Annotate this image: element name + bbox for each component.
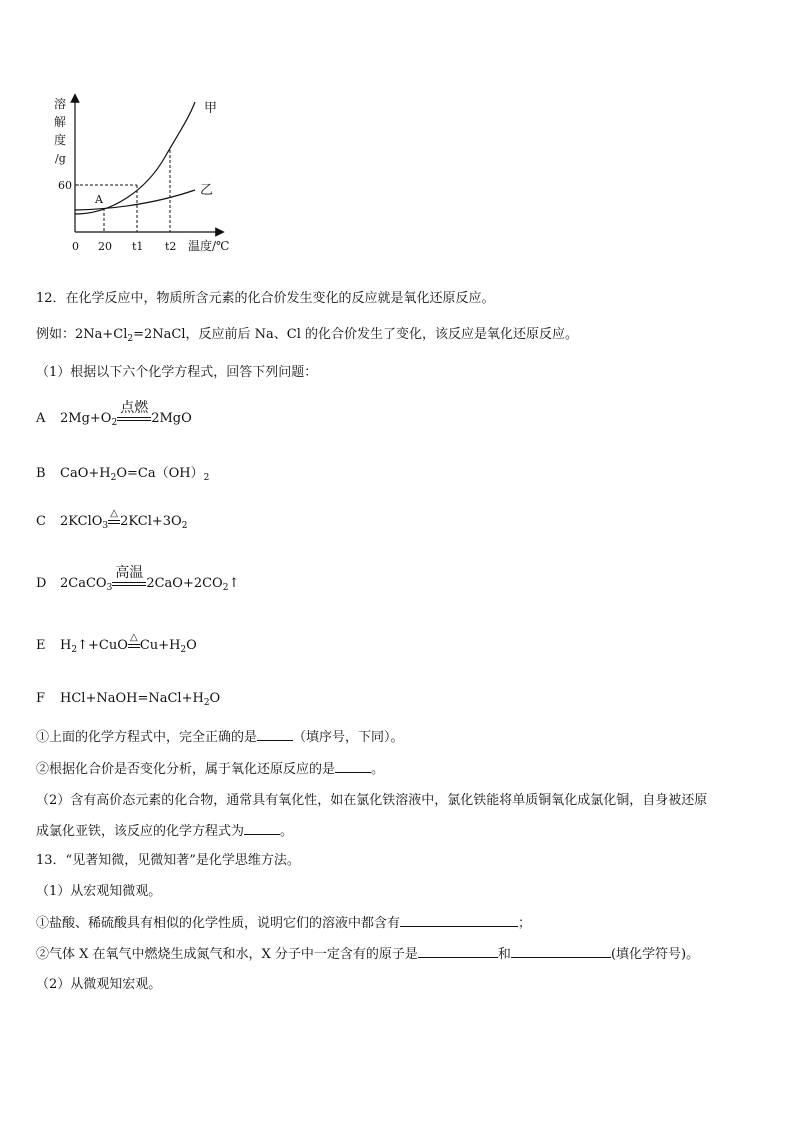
sub2-suffix: (填化学符号)。 (610, 947, 700, 962)
reaction-condition (108, 508, 120, 529)
eq-text: Cu+H (139, 638, 181, 653)
equation-letter: C (36, 514, 46, 529)
answer-blank[interactable] (418, 945, 498, 958)
q13-sub1 (36, 914, 531, 933)
answer-blank[interactable] (511, 945, 611, 958)
equation-letter: F (36, 691, 46, 706)
eq-sub: 2 (222, 583, 229, 593)
eq-text: HCl+NaOH=NaCl+H (60, 691, 204, 706)
equation-d (36, 565, 240, 593)
ylabel-char-1: 溶 (54, 97, 67, 111)
answer-blank[interactable] (400, 914, 518, 927)
q12-part1: （1）根据以下六个化学方程式，回答下列问题： (36, 365, 318, 380)
q12-example (36, 326, 578, 344)
eq-sub: 2 (71, 645, 78, 655)
equation-letter: B (36, 466, 46, 481)
sub2-suffix: 。 (371, 762, 385, 777)
example-pre: 例如：2Na+Cl (36, 327, 128, 342)
reaction-condition (117, 400, 151, 426)
eq-text: 2Mg+O (60, 411, 112, 426)
part2-suffix: 。 (280, 824, 294, 839)
eq-sub: 2 (203, 473, 210, 483)
example-sub: 2 (127, 334, 134, 344)
q12-part2-line2 (36, 822, 293, 841)
equation-e (36, 632, 197, 655)
eq-text: +CuO (87, 638, 128, 653)
equation-f (36, 691, 220, 706)
sub1-suffix: （填序号，下同）。 (293, 730, 404, 745)
q12-sub2 (36, 760, 384, 779)
q13-title: 13．“见著知微，见微知著”是化学思维方法。 (36, 853, 300, 868)
eq-text: 2KClO (60, 514, 103, 529)
answer-blank[interactable] (257, 728, 293, 741)
eq-sub: 3 (102, 521, 109, 531)
q13-part1: （1）从宏观知微观。 (36, 884, 162, 899)
xtick-t1: t1 (132, 240, 144, 253)
ylabel-char-3: 度 (54, 133, 67, 147)
xtick-0: 0 (72, 240, 79, 253)
eq-sub: 2 (180, 645, 187, 655)
eq-sub: 2 (181, 521, 188, 531)
equation-a (36, 400, 192, 428)
q12-sub1 (36, 728, 404, 747)
ylabel-char-4: /g (55, 152, 66, 165)
q12-title: 12．在化学反应中，物质所含元素的化合价发生变化的反应就是氧化还原反应。 (36, 291, 495, 306)
condition-text: 点燃 (120, 400, 149, 416)
sub1-suffix: ； (518, 916, 532, 931)
eq-text: 2KCl+3O (120, 514, 182, 529)
equation-letter: E (36, 638, 46, 653)
eq-text: O=Ca（OH） (116, 466, 204, 481)
sub1-text: ①盐酸、稀硫酸具有相似的化学性质，说明它们的溶液中都含有 (36, 916, 401, 931)
series-label-jia: 甲 (204, 101, 218, 116)
sub2-connector: 和 (497, 947, 511, 962)
answer-blank[interactable] (244, 822, 280, 835)
condition-text: 高温 (115, 565, 144, 581)
sub1-text: ①上面的化学方程式中，完全正确的是 (36, 730, 258, 745)
eq-text: H (60, 638, 72, 653)
example-post: =2NaCl，反应前后 Na、Cl 的化合价发生了变化，该反应是氧化还原反应。 (133, 327, 579, 342)
sub2-text: ②根据化合价是否变化分析，属于氧化还原反应的是 (36, 762, 336, 777)
eq-text: O (186, 638, 197, 653)
curve-jia (75, 102, 195, 214)
eq-text: 2CaCO (60, 576, 107, 591)
series-label-yi: 乙 (200, 183, 214, 198)
ylabel-char-2: 解 (54, 115, 67, 129)
q13-sub2 (36, 945, 699, 964)
point-a-label: A (95, 193, 103, 206)
gas-arrow-icon: ↑ (77, 638, 88, 653)
eq-text: 2MgO (151, 411, 192, 426)
xtick-t2: t2 (165, 240, 177, 253)
solubility-chart (40, 92, 260, 262)
eq-sub: 3 (106, 583, 113, 593)
equation-b (36, 462, 209, 481)
xtick-20: 20 (98, 240, 112, 253)
equation-letter: D (36, 576, 47, 591)
condition-text: △ (130, 632, 138, 643)
reaction-condition (128, 632, 140, 653)
eq-sub: 2 (203, 698, 210, 708)
sub2-text: ②气体 X 在氧气中燃烧生成氮气和水，X 分子中一定含有的原子是 (36, 947, 418, 962)
eq-text: 2CaO+2CO (146, 576, 223, 591)
equation-letter: A (36, 411, 46, 426)
equation-c (36, 508, 188, 531)
q12-part2-line1: （2）含有高价态元素的化合物，通常具有氧化性，如在氯化铁溶液中，氯化铁能将单质铜氧化成氯化铜，自身被还原 (36, 793, 708, 808)
part2-text: 成氯化亚铁，该反应的化学方程式为 (36, 824, 245, 839)
reaction-condition (112, 565, 146, 591)
gas-arrow-icon: ↑ (228, 576, 240, 591)
xlabel: 温度/℃ (188, 239, 230, 253)
eq-sub: 2 (111, 418, 118, 428)
eq-text: CaO+H (60, 466, 111, 481)
ytick-label: 60 (58, 179, 72, 192)
condition-text: △ (110, 508, 118, 519)
eq-sub: 2 (110, 473, 117, 483)
q13-part2: （2）从微观知宏观。 (36, 977, 162, 992)
answer-blank[interactable] (335, 760, 371, 773)
eq-text: O (209, 691, 221, 706)
curve-yi (75, 190, 195, 210)
